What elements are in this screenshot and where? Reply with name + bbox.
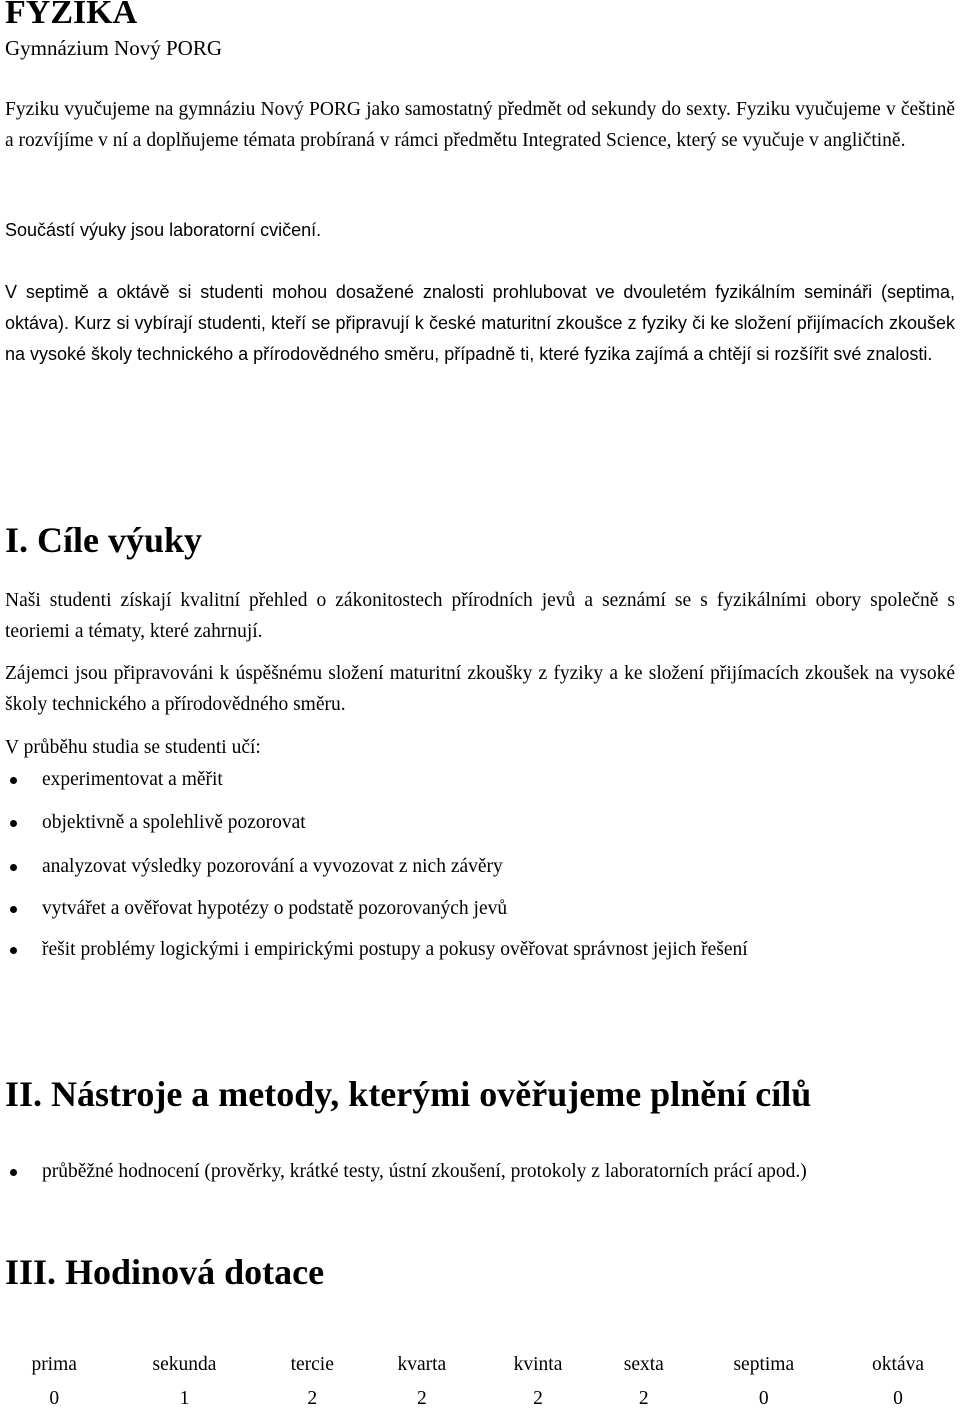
hours-cell: 0 <box>893 1388 903 1409</box>
hours-cell: 2 <box>416 1388 427 1409</box>
goals-paragraph-1: Naši studenti získají kvalitní přehled o zákonitostech přírodních jevů a seznámí se s fyzikálními obory společně s teoriemi a tématy, které zahrnují. <box>5 590 955 642</box>
hours-cell: 0 <box>758 1388 769 1409</box>
hours-cell: 2 <box>638 1388 649 1409</box>
grade-cell: sexta <box>623 1354 664 1375</box>
table-row-grades <box>0 1348 960 1382</box>
bullet-icon <box>10 947 17 954</box>
list-item: objektivně a spolehlivě pozorovat <box>5 809 955 837</box>
grade-cell: kvinta <box>513 1354 563 1375</box>
table-row-hours <box>0 1382 960 1416</box>
hours-cell: 0 <box>49 1388 60 1409</box>
goals-paragraph-2: Zájemci jsou připravováni k úspěšnému složení maturitní zkoušky z fyziky a ke složení přijímacích zkoušek na vysoké školy technického a přírodovědného směru. <box>5 663 955 715</box>
methods-list <box>5 1158 955 1186</box>
hours-cell: 2 <box>533 1388 543 1409</box>
grade-cell: kvarta <box>397 1354 447 1375</box>
grade-cell: sekunda <box>152 1354 217 1375</box>
hours-cell: 1 <box>179 1388 190 1409</box>
grade-cell: septima <box>733 1354 795 1375</box>
intro-paragraph-3: V septimě a oktávě si studenti mohou dosažené znalosti prohlubovat ve dvouletém fyzikálním semináři (septima, oktáva). Kurz si vybírají studenti, kteří se připravují k české maturitní zkoušce z fyziky či ke složení přijímacích zkoušek na vysoké školy technického a přírodovědného směru, případně ti, které fyzika zajímá a chtějí si rozšířit své znalosti. <box>5 282 955 364</box>
bullet-icon <box>10 820 17 827</box>
grade-cell: tercie <box>290 1354 334 1375</box>
bullet-icon <box>10 906 17 913</box>
section-heading-goals: I. Cíle výuky <box>5 520 203 560</box>
hours-cell: 2 <box>307 1388 318 1409</box>
section-heading-hours: III. Hodinová dotace <box>5 1252 325 1292</box>
bullet-icon <box>10 777 17 784</box>
bullet-icon <box>10 864 17 871</box>
goals-list-intro: V průběhu studia se studenti učí: <box>5 737 261 758</box>
list-item: řešit problémy logickými i empirickými postupy a pokusy ověřovat správnost jejich řešení <box>5 936 955 964</box>
bullet-icon <box>10 1169 17 1176</box>
school-name: Gymnázium Nový PORG <box>5 36 222 60</box>
section-heading-methods: II. Nástroje a metody, kterými ověřujeme plnění cílů <box>5 1074 812 1114</box>
hours-table <box>0 1348 960 1416</box>
goals-list <box>5 766 955 964</box>
grade-cell: prima <box>31 1354 77 1375</box>
list-item: vytvářet a ověřovat hypotézy o podstatě pozorovaných jevů <box>5 895 955 923</box>
grade-cell: oktáva <box>872 1354 925 1375</box>
intro-paragraph-1: Fyziku vyučujeme na gymnáziu Nový PORG jako samostatný předmět od sekundy do sexty. Fyziku vyučujeme v češtině a rozvíjíme v ní a doplňujeme témata probíraná v rámci předmětu Integrated Science, který se vyučuje v angličtině. <box>5 99 955 151</box>
list-item: experimentovat a měřit <box>5 766 955 794</box>
intro-paragraph-2: Součástí výuky jsou laboratorní cvičení. <box>5 220 322 240</box>
list-item: průběžné hodnocení (prověrky, krátké testy, ústní zkoušení, protokoly z laboratorních prácí apod.) <box>5 1158 955 1186</box>
list-item: analyzovat výsledky pozorování a vyvozovat z nich závěry <box>5 853 955 881</box>
page-title: FYZIKA <box>5 0 138 31</box>
